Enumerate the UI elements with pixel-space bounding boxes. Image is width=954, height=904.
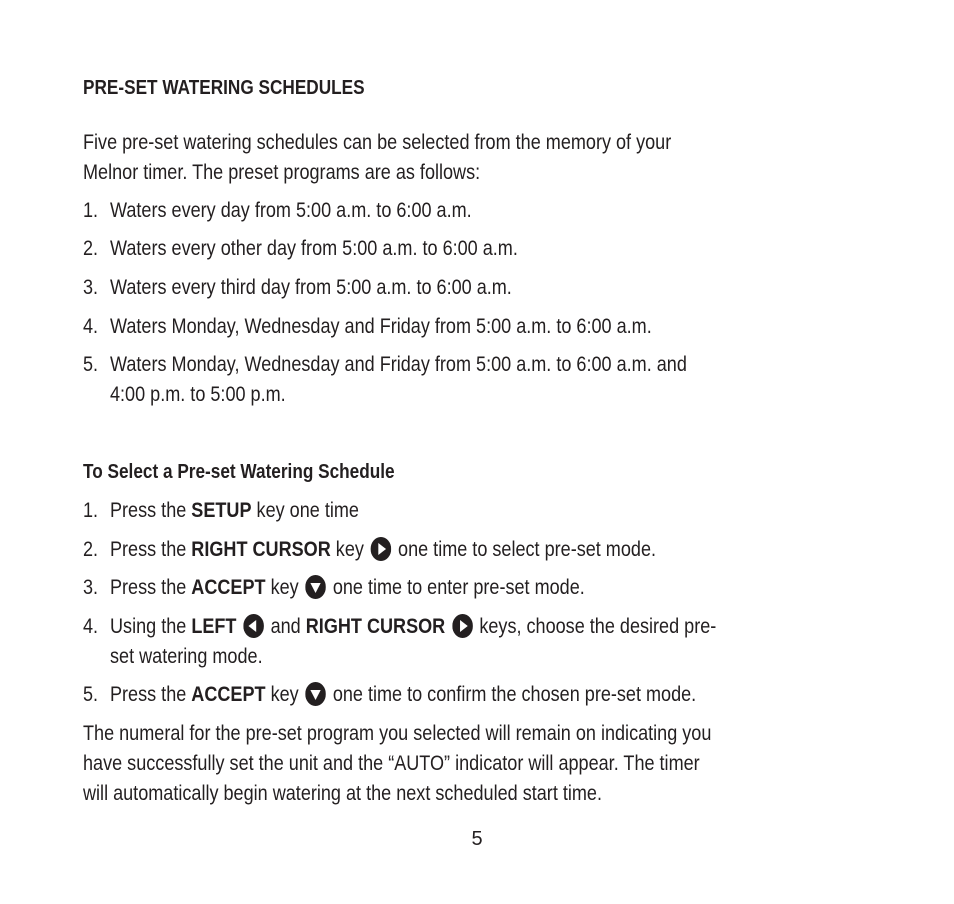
setup-key-label: SETUP — [191, 499, 252, 522]
program-text: Waters Monday, Wednesday and Friday from 5:00 a.m. to 6:00 a.m. — [110, 315, 652, 338]
step-number: 3. — [83, 576, 99, 599]
right-cursor-icon — [452, 614, 473, 638]
step-number: 1. — [83, 499, 99, 522]
step-2: Press the RIGHT CURSOR key one time to select pre-set mode. — [110, 538, 657, 561]
step-3: Press the ACCEPT key one time to enter pre-set mode. — [110, 576, 585, 599]
accept-key-label: ACCEPT — [191, 683, 266, 706]
program-number: 1. — [83, 199, 99, 222]
page-number: 5 — [471, 828, 483, 850]
left-cursor-icon — [243, 614, 264, 638]
program-text: Waters every third day from 5:00 a.m. to 6:00 a.m. — [110, 276, 512, 299]
program-number: 3. — [83, 276, 99, 299]
program-number: 2. — [83, 237, 99, 260]
program-text: Waters every other day from 5:00 a.m. to 6:00 a.m. — [110, 237, 518, 260]
closing-line-1: The numeral for the pre-set program you selected will remain on indicating you — [83, 722, 712, 745]
closing-line-3: will automatically begin watering at the next scheduled start time. — [83, 782, 602, 805]
program-text-continued: 4:00 p.m. to 5:00 p.m. — [110, 383, 286, 406]
program-text: Waters Monday, Wednesday and Friday from 5:00 a.m. to 6:00 a.m. and — [110, 353, 687, 376]
intro-line-1: Five pre-set watering schedules can be selected from the memory of your — [83, 131, 672, 154]
right-cursor-key-label: RIGHT CURSOR — [305, 615, 446, 638]
left-key-label: LEFT — [191, 615, 237, 638]
step-4: Using the LEFT and RIGHT CURSOR keys, choose the desired pre- — [110, 615, 717, 638]
program-text: Waters every day from 5:00 a.m. to 6:00 a.m. — [110, 199, 472, 222]
right-cursor-icon — [371, 537, 392, 561]
closing-line-2: have successfully set the unit and the “AUTO” indicator will appear. The timer — [83, 752, 700, 775]
accept-icon — [305, 682, 326, 706]
section-title: PRE-SET WATERING SCHEDULES — [83, 77, 365, 99]
step-1: Press the SETUP key one time — [110, 499, 359, 522]
program-number: 4. — [83, 315, 99, 338]
step-5: Press the ACCEPT key one time to confirm the chosen pre-set mode. — [110, 683, 697, 706]
step-number: 2. — [83, 538, 99, 561]
step-number: 5. — [83, 683, 99, 706]
select-heading: To Select a Pre-set Watering Schedule — [83, 461, 395, 483]
step-4-continued: set watering mode. — [110, 645, 263, 668]
intro-line-2: Melnor timer. The preset programs are as follows: — [83, 161, 481, 184]
step-number: 4. — [83, 615, 99, 638]
accept-key-label: ACCEPT — [191, 576, 266, 599]
program-number: 5. — [83, 353, 99, 376]
accept-icon — [305, 575, 326, 599]
right-cursor-key-label: RIGHT CURSOR — [191, 538, 331, 561]
